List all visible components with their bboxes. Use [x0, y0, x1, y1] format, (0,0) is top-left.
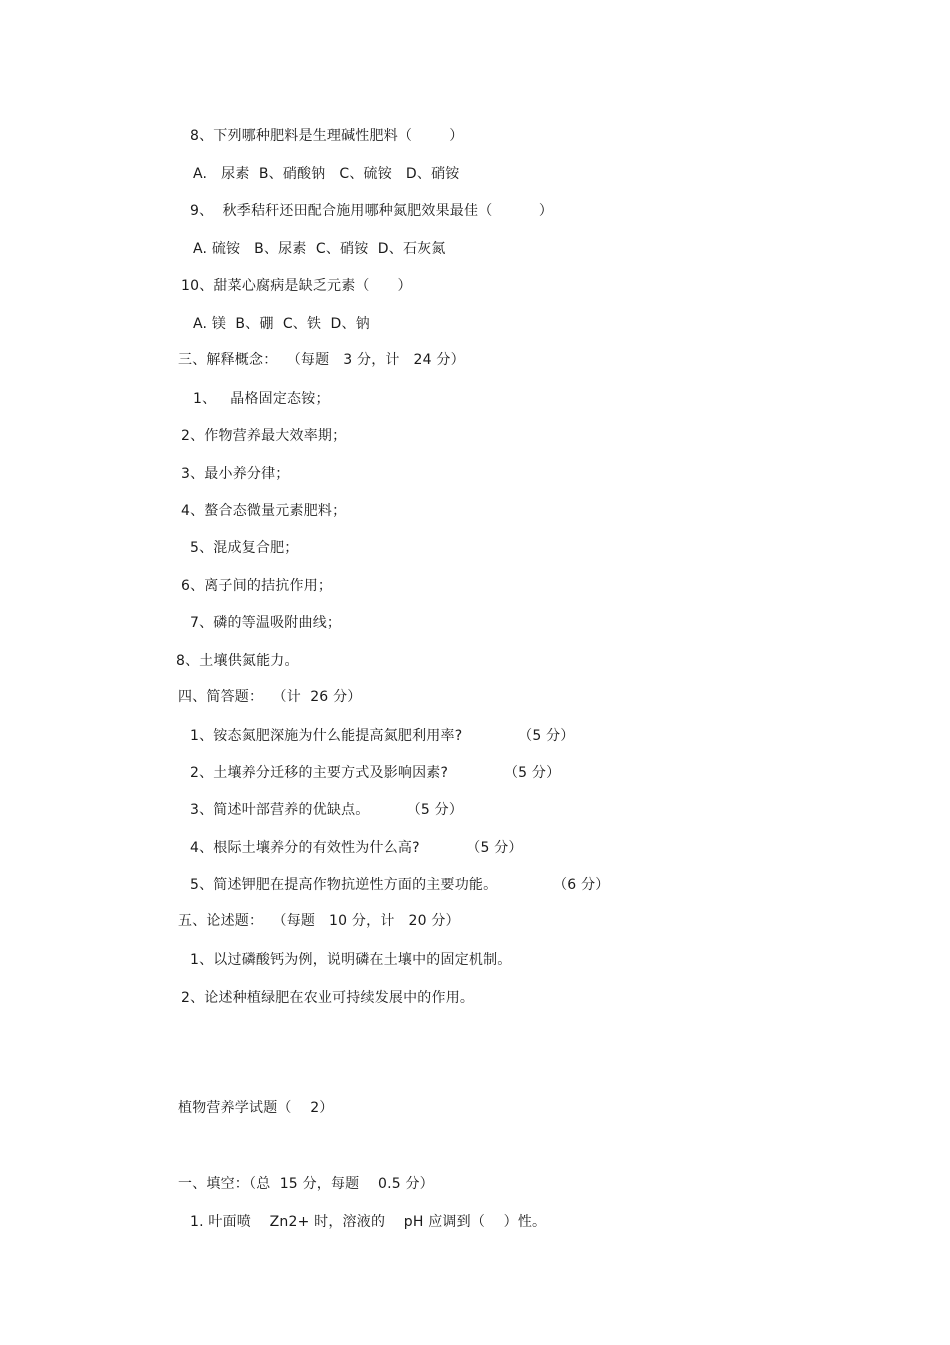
short-answer-3: 3、简述叶部营养的优缺点。 （5 分） [190, 802, 464, 818]
concept-1: 1、 晶格固定态铵； [193, 391, 330, 407]
question-8: 8、下列哪种肥料是生理碱性肥料（ ） [190, 128, 464, 144]
question-8-options: A. 尿素 B、硝酸钠 C、硫铵 D、硝铵 [193, 166, 460, 182]
question-9-options: A. 硫铵 B、尿素 C、硝铵 D、石灰氮 [193, 241, 446, 257]
section-1-heading: 一、填空：（总 15 分，每题 0.5 分） [178, 1176, 434, 1192]
exam-title: 植物营养学试题（ 2） [178, 1100, 334, 1116]
short-answer-5: 5、简述钾肥在提高作物抗逆性方面的主要功能。 （6 分） [190, 877, 610, 893]
section-5-heading: 五、论述题： （每题 10 分，计 20 分） [178, 913, 460, 929]
concept-6: 6、离子间的拮抗作用； [181, 578, 333, 594]
concept-8: 8、土壤供氮能力。 [176, 653, 299, 669]
short-answer-1: 1、铵态氮肥深施为什么能提高氮肥利用率? （5 分） [190, 728, 575, 744]
question-10: 10、甜菜心腐病是缺乏元素（ ） [181, 278, 412, 294]
section-3-heading: 三、解释概念： （每题 3 分，计 24 分） [178, 352, 465, 368]
concept-4: 4、螯合态微量元素肥料； [181, 503, 347, 519]
concept-3: 3、最小养分律； [181, 466, 290, 482]
short-answer-4: 4、根际土壤养分的有效性为什么高? （5 分） [190, 840, 523, 856]
short-answer-2: 2、土壤养分迁移的主要方式及影响因素? （5 分） [190, 765, 561, 781]
concept-7: 7、磷的等温吸附曲线； [190, 615, 342, 631]
fill-blank-1: 1. 叶面喷 Zn2+ 时，溶液的 pH 应调到（ ）性。 [190, 1214, 547, 1230]
question-10-options: A. 镁 B、硼 C、铁 D、钠 [193, 316, 370, 332]
essay-1: 1、以过磷酸钙为例，说明磷在土壤中的固定机制。 [190, 952, 512, 968]
question-9: 9、 秋季秸秆还田配合施用哪种氮肥效果最佳（ ） [190, 203, 554, 219]
section-4-heading: 四、简答题： （计 26 分） [178, 689, 362, 705]
essay-2: 2、论述种植绿肥在农业可持续发展中的作用。 [181, 990, 475, 1006]
concept-2: 2、作物营养最大效率期； [181, 428, 347, 444]
concept-5: 5、混成复合肥； [190, 540, 299, 556]
